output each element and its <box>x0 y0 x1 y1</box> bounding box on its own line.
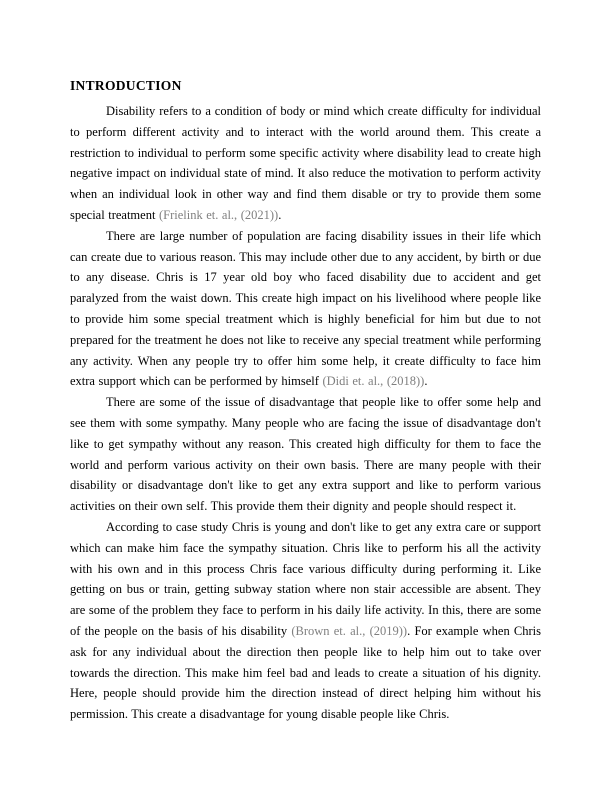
citation: (Frielink et. al., (2021)) <box>158 207 279 222</box>
section-heading: INTRODUCTION <box>70 78 182 93</box>
paragraph-text: According to case study Chris is young and don't like to get any extra care or support which can make him face the sympathy situation. Chris like to perform his all the activity with his own and in this process Chris face various difficulty during performing it. Like getting on bus or train, getting subway station where non stair accessible are absent. They are some of the problem they face to perform in his daily life activity. In this, there are some of the people on the basis of his disability <box>70 519 541 638</box>
paragraph-text: There are large number of population are facing disability issues in their life which can create due to various reason. This may include other due to any accident, by birth or due to any disease. Chris is 17 year old boy who faced disability due to accident and get paralyzed from the waist down. This create high impact on his livelihood where people like to provide him some special treatment which is highly beneficial for him but due to not prepared for the treatment he does not like to receive any special treatment while performing any activity. When any people try to offer him some help, it create difficulty to face him extra support which can be performed by himself <box>70 228 541 389</box>
document-body <box>70 101 541 725</box>
paragraph-text: Disability refers to a condition of body or mind which create difficulty for individual to perform different activity and to interact with the world around them. This create a restriction to individual to perform some specific activity where disability lead to create high negative impact on individual state of mind. It also reduce the motivation to perform activity when an individual look in other way and find them disable or try to provide them some special treatment <box>70 104 541 222</box>
paragraph-text: . <box>278 207 282 222</box>
paragraph-1 <box>70 101 541 226</box>
paragraph-3 <box>70 392 541 517</box>
paragraph-4 <box>70 517 541 725</box>
paragraph-text: . <box>424 374 428 389</box>
paragraph-text: . For example when Chris ask for any individual about the direction then people like to help him out to take over towards the direction. This make him feel bad and leads to create a situation of his dignity. Here, people should provide him the direction instead of direct helping him without his permission. This create a disadvantage for young disable people like Chris. <box>70 623 542 722</box>
paragraph-2 <box>70 226 541 392</box>
citation: (Brown et. al., (2019)) <box>291 623 408 638</box>
citation: (Didi et. al., (2018)) <box>322 374 425 389</box>
paragraph-text: There are some of the issue of disadvantage that people like to offer some help and see them with some sympathy. Many people who are facing the issue of disadvantage don't like to get sympathy without any reason. This created high difficulty for them to face the world and perform various activity on their own basis. There are many people with their disability or disadvantage don't like to get any extra support and like to perform various activities on their own self. This provide them their dignity and people should respect it. <box>70 395 541 514</box>
